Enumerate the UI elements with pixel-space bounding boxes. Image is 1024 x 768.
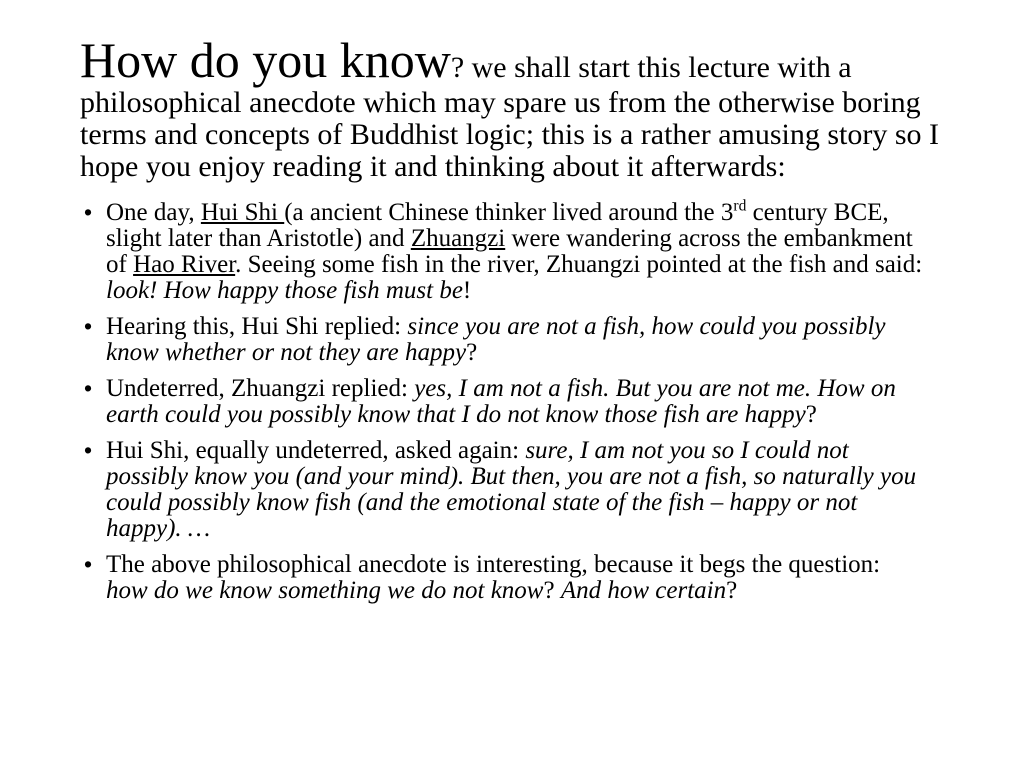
text-segment: The above philosophical anecdote is interesting, because it begs the question: bbox=[106, 551, 881, 578]
text-segment: One day, bbox=[106, 199, 201, 226]
text-segment: . Seeing some fish in the river, Zhuangzi pointed at the fish and said: bbox=[235, 251, 923, 278]
text-segment: Undeterred, Zhuangzi replied: bbox=[106, 375, 415, 402]
slide-title-main: How do you know bbox=[80, 32, 451, 88]
text-segment: ? bbox=[466, 339, 478, 366]
text-segment: ? bbox=[726, 577, 738, 604]
bullet-item bbox=[84, 438, 928, 542]
text-segment: look! How happy those fish must be bbox=[106, 277, 463, 304]
text-segment: Hao River bbox=[133, 251, 236, 278]
text-segment: century BCE, slight later than Aristotle) and bbox=[106, 199, 889, 252]
text-segment: Hui Shi, equally undeterred, asked again: bbox=[106, 437, 526, 464]
text-segment: ? bbox=[805, 401, 817, 428]
bullet-item bbox=[84, 197, 928, 304]
text-segment: sure, I am not you so I could not possibly know you (and your mind). But then, you are not a fish, so naturally you could possibly know fish (and the emotional state of the fish – happy or not happy). … bbox=[106, 437, 917, 542]
text-segment: ? bbox=[543, 577, 561, 604]
text-segment: yes, I am not a fish. But you are not me. How on earth could you possibly know that I do not know those fish are happy bbox=[106, 375, 896, 428]
bullet-list bbox=[84, 197, 928, 614]
text-segment: (a ancient Chinese thinker lived around the 3 bbox=[284, 199, 734, 226]
text-segment: since you are not a fish, how could you possibly know whether or not they are happy bbox=[106, 313, 886, 366]
slide-title bbox=[80, 34, 970, 182]
text-segment: ! bbox=[462, 277, 472, 304]
text-segment: And how certain bbox=[560, 577, 727, 604]
text-segment: Zhuangzi bbox=[410, 225, 506, 252]
slide-title-subtext: ? we shall start this lecture with a philosophical anecdote which may spare us from the otherwise boring terms and concepts of Buddhist logic; this is a rather amusing story so I hope you enjoy reading it and thinking about it afterwards: bbox=[80, 51, 940, 183]
bullet-item bbox=[84, 552, 928, 604]
bullet-item bbox=[84, 376, 928, 428]
text-segment: Hui Shi bbox=[200, 199, 285, 226]
text-segment: were wandering across the embankment of bbox=[106, 225, 913, 278]
bullet-item bbox=[84, 314, 928, 366]
text-segment: rd bbox=[733, 197, 747, 215]
text-segment: how do we know something we do not know bbox=[106, 577, 544, 604]
text-segment: Hearing this, Hui Shi replied: bbox=[106, 313, 408, 340]
